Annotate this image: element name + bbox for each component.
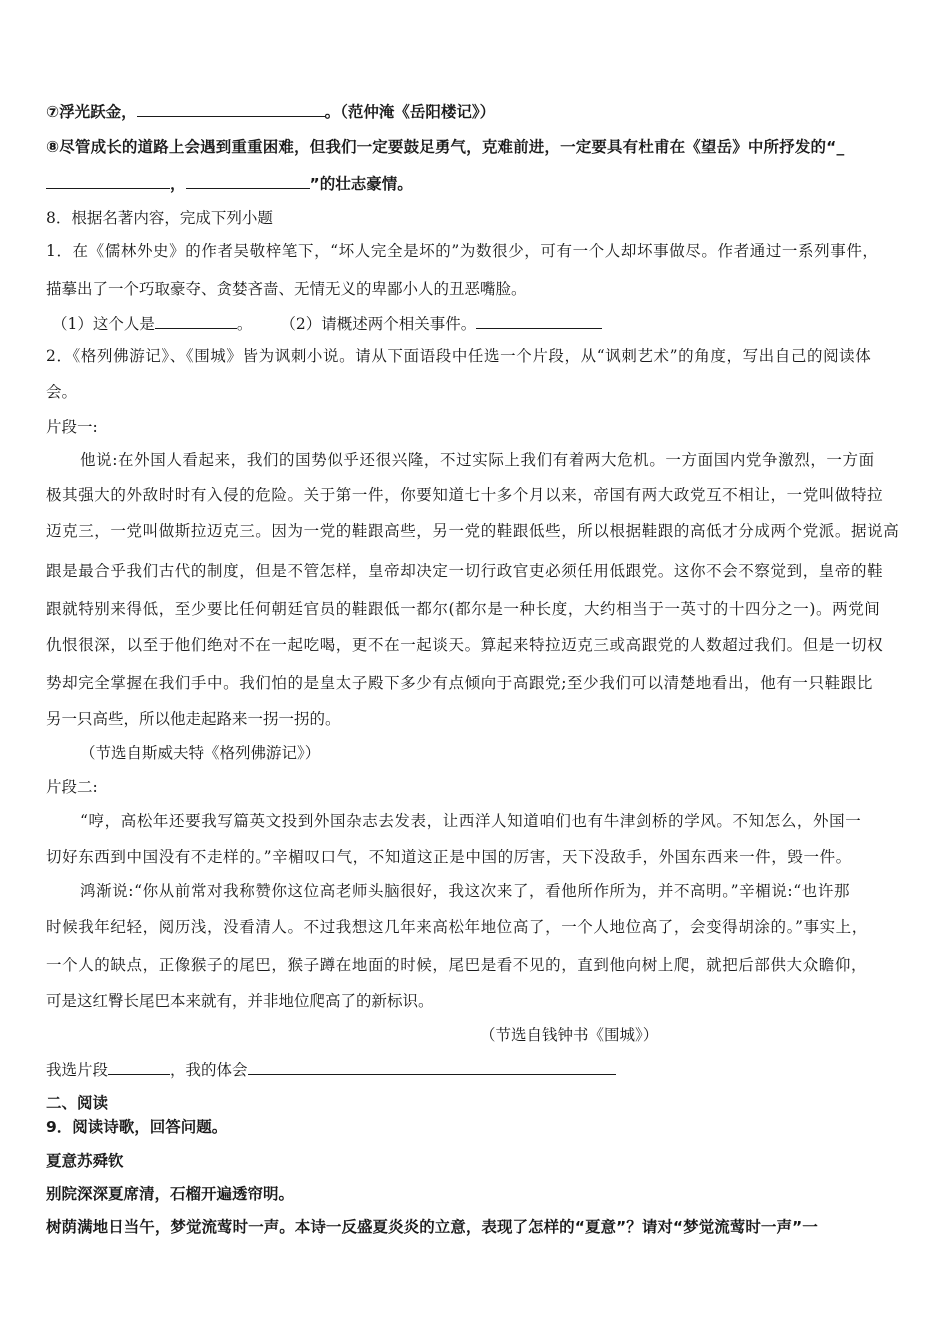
- fragment1-line: 跟就特别来得低，至少要比任何朝廷官员的鞋跟低一都尔(都尔是一种长度，大约相当于一英寸的十四分之一)。两党间: [46, 600, 881, 618]
- line7-blank: [137, 100, 325, 117]
- fragment1-line: 跟是最合乎我们古代的制度，但是不管怎样，皇帝却决定一切行政官吏必须任用低跟党。这你不会不察觉到，皇帝的鞋: [46, 562, 884, 580]
- poem-line-2: 树荫满地日当午，梦觉流莺时一声。本诗一反盛夏炎炎的立意，表现了怎样的“夏意”？请对“梦觉流莺时一声”一: [46, 1218, 818, 1236]
- q7-line-8: ⑧尽管成长的道路上会遇到重重困难，但我们一定要鼓足勇气，克难前进，一定要具有杜甫在《望岳》中所抒发的“_: [46, 138, 845, 156]
- sub2-label: （2）请概述两个相关事件。: [280, 315, 477, 333]
- line8-separator: ，: [170, 175, 186, 193]
- poem-title: 夏意苏舜钦: [46, 1152, 124, 1170]
- line8-blank-1: [46, 172, 170, 189]
- fragment2-line: “哼，高松年还要我写篇英文投到外国杂志去发表，让西洋人知道咱们也有牛津剑桥的学风。不知怎么，外国一: [80, 812, 862, 830]
- fragment1-line: 另一只高些，所以他走起路来一拐一拐的。: [46, 710, 341, 728]
- fragment2-line: 可是这红臀长尾巴本来就有，并非地位爬高了的新标识。: [46, 992, 434, 1010]
- fragment1-line: 他说:在外国人看起来，我们的国势似乎还很兴隆，不过实际上我们有着两大危机。一方面国内党争激烈，一方面: [80, 451, 875, 469]
- q7-line-8-continued: [46, 172, 413, 195]
- answer-line: [46, 1058, 616, 1081]
- fragment2-title: 片段二:: [46, 778, 98, 796]
- q8-part1-line1: 1．在《儒林外史》的作者吴敬梓笔下，“坏人完全是坏的”为数很少，可有一个人却坏事做尽。作者通过一系列事件，: [46, 242, 879, 260]
- fragment1-line: 仇恨很深，以至于他们绝对不在一起吃喝，更不在一起谈天。算起来特拉迈克三或高跟党的人数超过我们。但是一切权: [46, 636, 884, 654]
- poem-line-1: 别院深深夏席清，石榴开遍透帘明。: [46, 1185, 295, 1203]
- fragment2-line: 鸿渐说:“你从前常对我称赞你这位高老师头脑很好，我这次来了，看他所作所为，并不高明。”辛楣说:“也许那: [80, 882, 851, 900]
- q8-part1-subquestions: [52, 312, 602, 335]
- fragment1-line: 迈克三，一党叫做斯拉迈克三。因为一党的鞋跟高些，另一党的鞋跟低些，所以根据鞋跟的高低才分成两个党派。据说高: [46, 522, 900, 540]
- q8-part2-line2: 会。: [46, 383, 78, 401]
- sub1-label: （1）这个人是: [52, 315, 155, 333]
- line7-suffix: 。（范仲淹《岳阳楼记》）: [324, 103, 496, 121]
- fragment2-source: （节选自钱钟书《围城》）: [480, 1026, 659, 1044]
- answer-mid: ，我的体会: [170, 1061, 248, 1079]
- fragment1-line: 极其强大的外敌时时有入侵的危险。关于第一件，你要知道七十多个月以来，帝国有两大政党互不相让，一党叫做特拉: [46, 486, 884, 504]
- q8-part1-line2: 描摹出了一个巧取豪夺、贪婪吝啬、无情无义的卑鄙小人的丑恶嘴脸。: [46, 280, 527, 298]
- sub1-end: 。: [236, 315, 253, 333]
- sub2-blank: [476, 312, 602, 329]
- fragment1-line: 势却完全掌握在我们手中。我们怕的是皇太子殿下多少有点倾向于高跟党;至少我们可以清楚地看出，他有一只鞋跟比: [46, 674, 873, 692]
- fragment-choice-blank[interactable]: [108, 1058, 170, 1075]
- line7-prefix: ⑦浮光跃金，: [46, 103, 137, 121]
- fragment2-line: 一个人的缺点，正像猴子的尾巴，猴子蹲在地面的时候，尾巴是看不见的，直到他向树上爬，就把后部供大众瞻仰，: [46, 956, 868, 974]
- fragment2-line: 时候我年纪轻，阅历浅，没看清人。不过我想这几年来高松年地位高了，一个人地位高了，会变得胡涂的。”事实上，: [46, 918, 868, 936]
- experience-blank[interactable]: [248, 1058, 616, 1075]
- answer-prefix: 我选片段: [46, 1061, 109, 1079]
- q9-title: 9．阅读诗歌，回答问题。: [46, 1118, 228, 1136]
- fragment2-line: 切好东西到中国没有不走样的。”辛楣叹口气，不知道这正是中国的厉害，天下没敌手，外国东西来一件，毁一件。: [46, 848, 852, 866]
- sub1-blank: [155, 312, 237, 329]
- q8-part2-line1: 2．《格列佛游记》、《围城》皆为讽刺小说。请从下面语段中任选一个片段，从“讽刺艺术”的角度，写出自己的阅读体: [46, 347, 872, 365]
- q8-title: 8．根据名著内容，完成下列小题: [46, 209, 273, 227]
- line8-suffix: ”的壮志豪情。: [309, 175, 413, 193]
- fragment1-source: （节选自斯威夫特《格列佛游记》）: [80, 744, 321, 762]
- section2-title: 二、阅读: [46, 1094, 109, 1112]
- fragment1-title: 片段一:: [46, 418, 98, 436]
- line8-blank-2: [186, 172, 310, 189]
- q7-line-7: [46, 100, 495, 123]
